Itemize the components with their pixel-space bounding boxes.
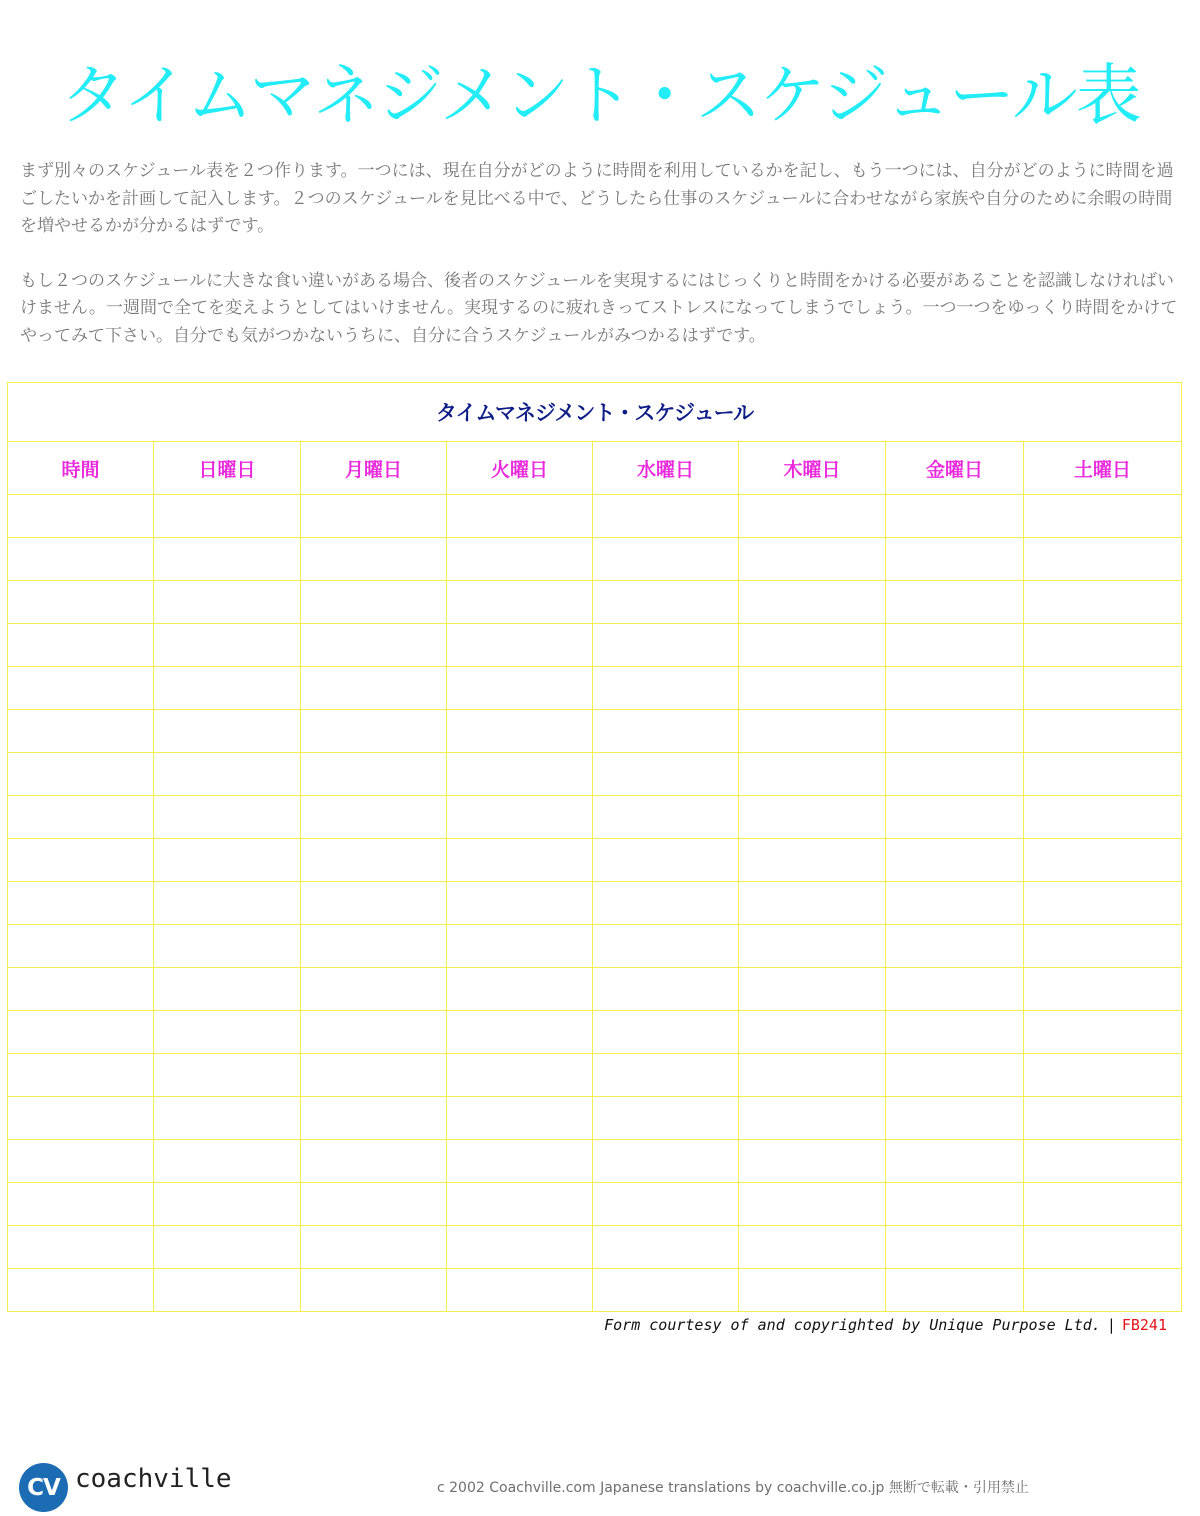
- schedule-cell[interactable]: [1024, 968, 1182, 1011]
- schedule-cell[interactable]: [154, 1226, 301, 1269]
- table-row: [8, 667, 1182, 710]
- schedule-cell[interactable]: [447, 1054, 593, 1097]
- schedule-cell[interactable]: [739, 968, 886, 1011]
- schedule-cell[interactable]: [739, 1054, 886, 1097]
- schedule-cell[interactable]: [1024, 581, 1182, 624]
- schedule-cell[interactable]: [447, 839, 593, 882]
- schedule-cell[interactable]: [1024, 1097, 1182, 1140]
- form-code: FB241: [1121, 1316, 1167, 1334]
- schedule-cell[interactable]: [447, 538, 593, 581]
- schedule-cell[interactable]: [1024, 1269, 1182, 1312]
- schedule-cell[interactable]: [886, 1011, 1024, 1054]
- schedule-cell[interactable]: [739, 753, 886, 796]
- schedule-cell[interactable]: [447, 495, 593, 538]
- schedule-cell[interactable]: [8, 1269, 154, 1312]
- intro-paragraph-2: もし２つのスケジュールに大きな食い違いがある場合、後者のスケジュールを実現するにはじっくりと時間をかける必要があることを認識しなければいけません。一週間で全てを変えようとしてはいけません。実現するのに疲れきってストレスになってしまうでしょう。一つ一つをゆっくり時間をかけてやってみて下さい。自分でも気がつかないうちに、自分に合うスケジュールがみつかるはずです。: [20, 270, 1178, 346]
- schedule-cell[interactable]: [1024, 1054, 1182, 1097]
- schedule-cell[interactable]: [593, 1011, 739, 1054]
- schedule-cell[interactable]: [593, 1183, 739, 1226]
- schedule-cell[interactable]: [886, 1269, 1024, 1312]
- schedule-cell[interactable]: [301, 667, 447, 710]
- schedule-cell[interactable]: [301, 925, 447, 968]
- schedule-cell[interactable]: [8, 1140, 154, 1183]
- schedule-cell[interactable]: [154, 1011, 301, 1054]
- table-row: [8, 1269, 1182, 1312]
- schedule-cell[interactable]: [593, 710, 739, 753]
- table-row: [8, 839, 1182, 882]
- schedule-cell[interactable]: [447, 667, 593, 710]
- schedule-cell[interactable]: [1024, 667, 1182, 710]
- schedule-cell[interactable]: [593, 968, 739, 1011]
- schedule-cell[interactable]: [154, 1054, 301, 1097]
- column-header-row: [8, 442, 1182, 495]
- schedule-cell[interactable]: [739, 581, 886, 624]
- schedule-cell[interactable]: [593, 1226, 739, 1269]
- schedule-cell[interactable]: [593, 1054, 739, 1097]
- schedule-cell[interactable]: [154, 1183, 301, 1226]
- table-row: [8, 1011, 1182, 1054]
- schedule-cell[interactable]: [301, 1097, 447, 1140]
- schedule-cell[interactable]: [154, 667, 301, 710]
- schedule-cell[interactable]: [1024, 796, 1182, 839]
- intro-text: [20, 158, 1180, 377]
- schedule-cell[interactable]: [739, 796, 886, 839]
- schedule-cell[interactable]: [886, 1054, 1024, 1097]
- schedule-cell[interactable]: [886, 925, 1024, 968]
- table-row: [8, 882, 1182, 925]
- column-header-2: 月曜日: [301, 442, 447, 495]
- schedule-cell[interactable]: [447, 882, 593, 925]
- schedule-cell[interactable]: [593, 796, 739, 839]
- schedule-cell[interactable]: [154, 581, 301, 624]
- table-row: [8, 538, 1182, 581]
- schedule-cell[interactable]: [886, 1097, 1024, 1140]
- schedule-cell[interactable]: [447, 968, 593, 1011]
- schedule-cell[interactable]: [593, 1097, 739, 1140]
- schedule-cell[interactable]: [447, 753, 593, 796]
- schedule-cell[interactable]: [739, 1097, 886, 1140]
- schedule-cell[interactable]: [1024, 1226, 1182, 1269]
- courtesy-separator: |: [1106, 1316, 1116, 1334]
- schedule-cell[interactable]: [447, 1097, 593, 1140]
- page-title: タイムマネジメント・スケジュール表: [60, 57, 1140, 134]
- schedule-cell[interactable]: [301, 710, 447, 753]
- table-row: [8, 1183, 1182, 1226]
- schedule-cell[interactable]: [154, 495, 301, 538]
- schedule-cell[interactable]: [154, 753, 301, 796]
- schedule-cell[interactable]: [8, 495, 154, 538]
- schedule-cell[interactable]: [1024, 1183, 1182, 1226]
- schedule-cell[interactable]: [154, 796, 301, 839]
- column-header-3: 火曜日: [447, 442, 593, 495]
- schedule-cell[interactable]: [886, 1183, 1024, 1226]
- schedule-cell[interactable]: [301, 968, 447, 1011]
- schedule-cell[interactable]: [301, 1011, 447, 1054]
- schedule-cell[interactable]: [301, 624, 447, 667]
- schedule-cell[interactable]: [1024, 882, 1182, 925]
- schedule-cell[interactable]: [301, 882, 447, 925]
- schedule-cell[interactable]: [301, 495, 447, 538]
- schedule-cell[interactable]: [739, 1011, 886, 1054]
- schedule-cell[interactable]: [593, 538, 739, 581]
- schedule-cell[interactable]: [593, 925, 739, 968]
- schedule-cell[interactable]: [8, 753, 154, 796]
- schedule-cell[interactable]: [447, 1183, 593, 1226]
- column-header-4: 水曜日: [593, 442, 739, 495]
- table-row: [8, 753, 1182, 796]
- schedule-cell[interactable]: [8, 1097, 154, 1140]
- schedule-cell[interactable]: [593, 581, 739, 624]
- coachville-logo-text: coachville: [75, 1464, 232, 1494]
- coachville-logo-icon: CV: [19, 1463, 68, 1512]
- schedule-cell[interactable]: [8, 1054, 154, 1097]
- schedule-cell[interactable]: [8, 839, 154, 882]
- schedule-cell[interactable]: [1024, 925, 1182, 968]
- schedule-cell[interactable]: [447, 1226, 593, 1269]
- schedule-cell[interactable]: [593, 753, 739, 796]
- schedule-cell[interactable]: [301, 1054, 447, 1097]
- table-row: [8, 624, 1182, 667]
- schedule-cell[interactable]: [8, 581, 154, 624]
- schedule-cell[interactable]: [154, 882, 301, 925]
- schedule-cell[interactable]: [739, 667, 886, 710]
- schedule-cell[interactable]: [154, 1269, 301, 1312]
- schedule-cell[interactable]: [886, 624, 1024, 667]
- schedule-cell[interactable]: [1024, 710, 1182, 753]
- schedule-cell[interactable]: [8, 796, 154, 839]
- schedule-cell[interactable]: [447, 581, 593, 624]
- schedule-cell[interactable]: [739, 624, 886, 667]
- schedule-cell[interactable]: [739, 1226, 886, 1269]
- table-row: [8, 796, 1182, 839]
- table-row: [8, 581, 1182, 624]
- schedule-cell[interactable]: [886, 1226, 1024, 1269]
- schedule-cell[interactable]: [1024, 753, 1182, 796]
- schedule-cell[interactable]: [447, 710, 593, 753]
- form-courtesy: [604, 1316, 1167, 1334]
- schedule-cell[interactable]: [593, 667, 739, 710]
- schedule-cell[interactable]: [154, 710, 301, 753]
- schedule-cell[interactable]: [886, 538, 1024, 581]
- schedule-cell[interactable]: [154, 925, 301, 968]
- schedule-cell[interactable]: [739, 710, 886, 753]
- schedule-table: [7, 382, 1182, 1312]
- schedule-cell[interactable]: [301, 1269, 447, 1312]
- schedule-table-title: タイムマネジメント・スケジュール: [8, 383, 1182, 442]
- schedule-cell[interactable]: [886, 1140, 1024, 1183]
- schedule-cell[interactable]: [8, 1183, 154, 1226]
- schedule-cell[interactable]: [301, 796, 447, 839]
- table-row: [8, 1226, 1182, 1269]
- schedule-cell[interactable]: [886, 753, 1024, 796]
- schedule-cell[interactable]: [301, 1226, 447, 1269]
- schedule-cell[interactable]: [1024, 624, 1182, 667]
- column-header-6: 金曜日: [886, 442, 1024, 495]
- schedule-cell[interactable]: [8, 1011, 154, 1054]
- schedule-cell[interactable]: [886, 495, 1024, 538]
- schedule-cell[interactable]: [154, 839, 301, 882]
- schedule-cell[interactable]: [593, 495, 739, 538]
- table-row: [8, 925, 1182, 968]
- schedule-cell[interactable]: [447, 1011, 593, 1054]
- schedule-cell[interactable]: [447, 796, 593, 839]
- schedule-cell[interactable]: [154, 538, 301, 581]
- schedule-cell[interactable]: [886, 839, 1024, 882]
- courtesy-text: Form courtesy of and copyrighted by Unique Purpose Ltd.: [604, 1316, 1101, 1334]
- table-row: [8, 968, 1182, 1011]
- schedule-cell[interactable]: [8, 882, 154, 925]
- schedule-cell[interactable]: [301, 538, 447, 581]
- schedule-cell[interactable]: [739, 925, 886, 968]
- schedule-cell[interactable]: [8, 968, 154, 1011]
- column-header-0: 時間: [8, 442, 154, 495]
- table-row: [8, 1140, 1182, 1183]
- schedule-cell[interactable]: [8, 538, 154, 581]
- schedule-cell[interactable]: [447, 1269, 593, 1312]
- schedule-cell[interactable]: [886, 796, 1024, 839]
- schedule-cell[interactable]: [1024, 1011, 1182, 1054]
- schedule-cell[interactable]: [301, 1183, 447, 1226]
- column-header-7: 土曜日: [1024, 442, 1182, 495]
- schedule-cell[interactable]: [154, 1140, 301, 1183]
- schedule-cell[interactable]: [886, 581, 1024, 624]
- schedule-cell[interactable]: [739, 495, 886, 538]
- schedule-cell[interactable]: [301, 1140, 447, 1183]
- schedule-cell[interactable]: [447, 1140, 593, 1183]
- schedule-cell[interactable]: [8, 667, 154, 710]
- schedule-cell[interactable]: [739, 882, 886, 925]
- column-header-1: 日曜日: [154, 442, 301, 495]
- schedule-cell[interactable]: [154, 1097, 301, 1140]
- schedule-cell[interactable]: [739, 538, 886, 581]
- schedule-cell[interactable]: [593, 1269, 739, 1312]
- schedule-cell[interactable]: [886, 968, 1024, 1011]
- schedule-cell[interactable]: [447, 925, 593, 968]
- schedule-cell[interactable]: [886, 667, 1024, 710]
- schedule-cell[interactable]: [301, 581, 447, 624]
- table-row: [8, 1054, 1182, 1097]
- schedule-cell[interactable]: [154, 968, 301, 1011]
- schedule-cell[interactable]: [8, 624, 154, 667]
- schedule-cell[interactable]: [1024, 495, 1182, 538]
- schedule-cell[interactable]: [1024, 1140, 1182, 1183]
- table-row: [8, 710, 1182, 753]
- schedule-cell[interactable]: [593, 1140, 739, 1183]
- table-row: [8, 1097, 1182, 1140]
- schedule-cell[interactable]: [739, 1269, 886, 1312]
- table-row: [8, 495, 1182, 538]
- copyright-notice: c 2002 Coachville.com Japanese translations by coachville.co.jp 無断で転載・引用禁止: [437, 1480, 1029, 1496]
- schedule-cell[interactable]: [739, 1140, 886, 1183]
- schedule-cell[interactable]: [886, 882, 1024, 925]
- column-header-5: 木曜日: [739, 442, 886, 495]
- intro-paragraph-1: まず別々のスケジュール表を２つ作ります。一つには、現在自分がどのように時間を利用しているかを記し、もう一つには、自分がどのように時間を過ごしたいかを計画して記入します。２つのスケジュールを見比べる中で、どうしたら仕事のスケジュールに合わせながら家族や自分のために余暇の時間を増やせるかが分かるはずです。: [20, 161, 1174, 236]
- schedule-cell[interactable]: [1024, 538, 1182, 581]
- schedule-cell[interactable]: [8, 710, 154, 753]
- schedule-cell[interactable]: [739, 839, 886, 882]
- schedule-cell[interactable]: [154, 624, 301, 667]
- schedule-cell[interactable]: [886, 710, 1024, 753]
- schedule-cell[interactable]: [739, 1183, 886, 1226]
- schedule-cell[interactable]: [447, 624, 593, 667]
- schedule-cell[interactable]: [301, 753, 447, 796]
- schedule-cell[interactable]: [8, 925, 154, 968]
- schedule-cell[interactable]: [593, 839, 739, 882]
- schedule-cell[interactable]: [593, 624, 739, 667]
- schedule-cell[interactable]: [593, 882, 739, 925]
- schedule-cell[interactable]: [8, 1226, 154, 1269]
- schedule-body: [8, 495, 1182, 1312]
- schedule-cell[interactable]: [301, 839, 447, 882]
- schedule-cell[interactable]: [1024, 839, 1182, 882]
